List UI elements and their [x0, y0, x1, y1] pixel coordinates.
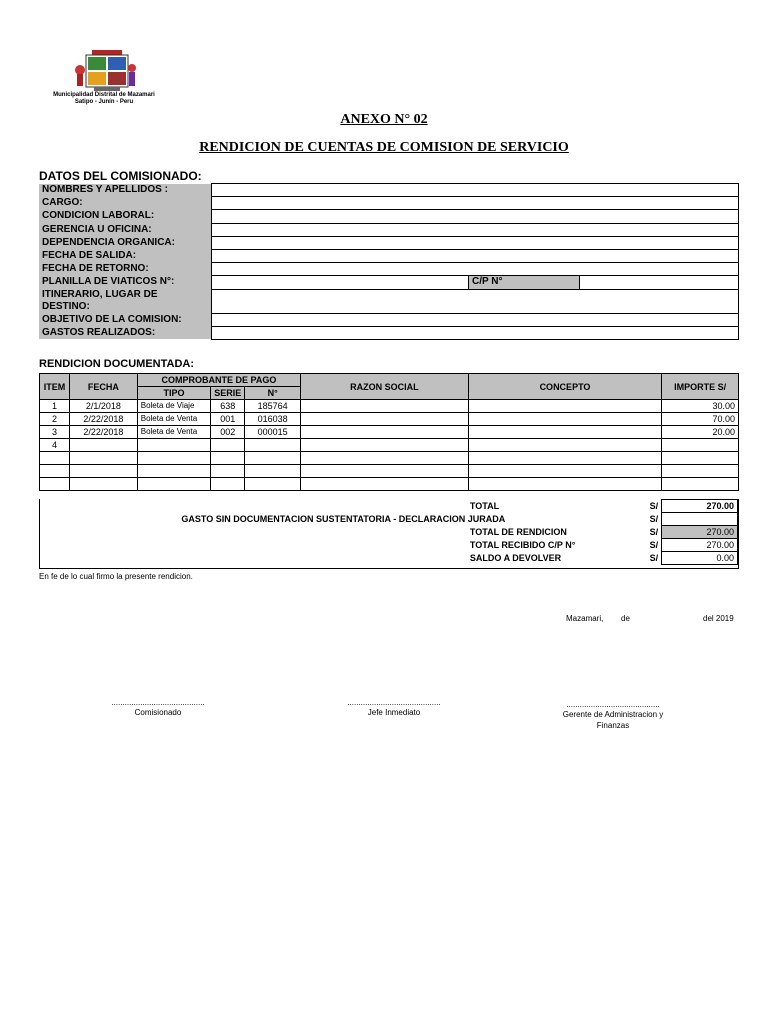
sin-doc-value	[662, 513, 738, 526]
field-value[interactable]	[212, 263, 739, 276]
cp-value[interactable]	[580, 276, 739, 289]
cell-importe	[662, 465, 739, 478]
cell-item: 3	[40, 426, 70, 439]
cell-razon	[301, 439, 469, 452]
totals-table	[40, 499, 738, 565]
datos-row	[39, 276, 739, 289]
field-label: PLANILLA DE VIATICOS N°:	[39, 276, 212, 289]
cell-importe: 20.00	[662, 426, 739, 439]
cell-item: 1	[40, 400, 70, 413]
datos-row	[39, 210, 739, 223]
cell-numero	[245, 478, 301, 491]
datos-row	[39, 197, 739, 210]
header-serie: SERIE	[211, 387, 245, 400]
cell-importe	[662, 452, 739, 465]
table-row	[40, 439, 739, 452]
cell-razon	[301, 452, 469, 465]
header-concepto: CONCEPTO	[468, 374, 662, 400]
saldo-value: 0.00	[662, 552, 738, 565]
signature-comisionado	[108, 698, 208, 718]
table-row	[40, 413, 739, 426]
cell-concepto	[468, 465, 662, 478]
datos-row	[39, 236, 739, 249]
datos-section-title: DATOS DEL COMISIONADO:	[39, 169, 202, 183]
datos-row	[39, 184, 739, 197]
signature-gerente	[551, 700, 675, 731]
datos-row	[39, 263, 739, 276]
signature-line: ..........................................	[111, 698, 205, 707]
cell-numero: 185764	[245, 400, 301, 413]
cell-concepto	[468, 478, 662, 491]
currency-label: S/	[649, 527, 659, 537]
field-value[interactable]	[212, 313, 739, 326]
field-label: GASTOS REALIZADOS:	[39, 326, 212, 339]
cell-importe: 70.00	[662, 413, 739, 426]
total-value: 270.00	[662, 500, 738, 513]
header-importe: IMPORTE S/	[662, 374, 739, 400]
table-row	[40, 400, 739, 413]
cell-fecha: 2/1/2018	[69, 400, 137, 413]
cell-fecha: 2/22/2018	[69, 413, 137, 426]
cell-item: 2	[40, 413, 70, 426]
field-value[interactable]	[212, 276, 469, 289]
cell-razon	[301, 426, 469, 439]
cell-concepto	[468, 413, 662, 426]
cell-concepto	[468, 452, 662, 465]
cell-serie	[211, 465, 245, 478]
municipality-logo	[74, 48, 136, 93]
datos-table	[39, 183, 739, 340]
field-value[interactable]	[212, 289, 739, 313]
total-recibido-value: 270.00	[662, 539, 738, 552]
cell-concepto	[468, 439, 662, 452]
currency-label: S/	[649, 553, 659, 563]
annex-title: ANEXO N° 02	[340, 112, 428, 127]
cell-fecha	[69, 465, 137, 478]
currency-label: S/	[649, 540, 659, 550]
field-label: CONDICION LABORAL:	[39, 210, 212, 223]
cell-fecha	[69, 452, 137, 465]
table-row	[40, 465, 739, 478]
declaration-text: En fe de lo cual firmo la presente rendicion.	[39, 572, 193, 581]
currency-label: S/	[649, 501, 659, 511]
field-label: FECHA DE RETORNO:	[39, 263, 212, 276]
field-label: DEPENDENCIA ORGANICA:	[39, 236, 212, 249]
field-label: CARGO:	[39, 197, 212, 210]
datos-row	[39, 313, 739, 326]
currency-label: S/	[649, 514, 659, 524]
header-fecha: FECHA	[69, 374, 137, 400]
cell-serie: 001	[211, 413, 245, 426]
field-label: GERENCIA U OFICINA:	[39, 223, 212, 236]
cell-serie: 002	[211, 426, 245, 439]
cell-importe	[662, 478, 739, 491]
field-value[interactable]	[212, 197, 739, 210]
field-label: NOMBRES Y APELLIDOS :	[39, 184, 212, 197]
datos-row	[39, 249, 739, 262]
cell-tipo: Boleta de Venta	[137, 413, 211, 426]
cell-tipo: Boleta de Viaje	[137, 400, 211, 413]
cell-fecha: 2/22/2018	[69, 426, 137, 439]
cell-tipo	[137, 478, 211, 491]
field-value[interactable]	[212, 210, 739, 223]
cell-concepto	[468, 400, 662, 413]
cell-item	[40, 452, 70, 465]
logo-caption	[40, 92, 168, 106]
header-comprobante: COMPROBANTE DE PAGO	[137, 374, 300, 387]
field-value[interactable]	[212, 326, 739, 339]
field-label: ITINERARIO, LUGAR DE DESTINO:	[39, 289, 212, 313]
datos-row	[39, 223, 739, 236]
total-rendicion-label: TOTAL DE RENDICION	[469, 527, 567, 537]
cell-razon	[301, 465, 469, 478]
cell-importe	[662, 439, 739, 452]
cell-item: 4	[40, 439, 70, 452]
cell-serie	[211, 452, 245, 465]
municipality-name: Municipalidad Distrital de Mazamari	[53, 92, 155, 98]
cell-fecha	[69, 439, 137, 452]
header-tipo: TIPO	[137, 387, 211, 400]
year-text: del 2019	[703, 614, 734, 623]
total-rendicion-value: 270.00	[662, 526, 738, 539]
cell-serie	[211, 439, 245, 452]
cell-serie	[211, 478, 245, 491]
rendicion-section-title: RENDICION DOCUMENTADA:	[39, 358, 195, 370]
de-text: de	[621, 614, 630, 623]
cell-numero: 016038	[245, 413, 301, 426]
cell-razon	[301, 400, 469, 413]
signature-line: ..........................................	[347, 698, 441, 707]
header-item: ITEM	[40, 374, 70, 400]
field-value[interactable]	[212, 223, 739, 236]
signature-jefe	[344, 698, 444, 718]
datos-row	[39, 289, 739, 313]
cell-numero	[245, 452, 301, 465]
cell-numero: 000015	[245, 426, 301, 439]
cell-numero	[245, 439, 301, 452]
saldo-label: SALDO A DEVOLVER	[469, 553, 562, 563]
cell-fecha	[69, 478, 137, 491]
cell-tipo: Boleta de Venta	[137, 426, 211, 439]
document-title: RENDICION DE CUENTAS DE COMISION DE SERVICIO	[199, 140, 569, 155]
signature-line: ..........................................	[566, 700, 660, 709]
cell-item	[40, 465, 70, 478]
datos-row	[39, 326, 739, 339]
field-value[interactable]	[212, 236, 739, 249]
table-row	[40, 452, 739, 465]
cell-importe: 30.00	[662, 400, 739, 413]
field-label: FECHA DE SALIDA:	[39, 249, 212, 262]
header-razon-social: RAZON SOCIAL	[301, 374, 469, 400]
sin-doc-label: GASTO SIN DOCUMENTACION SUSTENTATORIA - DECLARACION JURADA	[181, 514, 506, 524]
cell-concepto	[468, 426, 662, 439]
table-row	[40, 478, 739, 491]
total-label: TOTAL	[469, 501, 500, 511]
rendicion-table	[39, 373, 739, 491]
place-text: Mazamari,	[566, 614, 604, 623]
signature-label: Comisionado	[134, 708, 182, 717]
cell-razon	[301, 413, 469, 426]
field-label: OBJETIVO DE LA COMISION:	[39, 313, 212, 326]
table-row	[40, 426, 739, 439]
municipality-location: Satipo - Junín - Peru	[74, 99, 134, 105]
cell-serie: 638	[211, 400, 245, 413]
cell-tipo	[137, 465, 211, 478]
field-value[interactable]	[212, 184, 739, 197]
cell-item	[40, 478, 70, 491]
field-value[interactable]	[212, 249, 739, 262]
cell-tipo	[137, 439, 211, 452]
cell-numero	[245, 465, 301, 478]
cp-label: C/P N°	[469, 276, 580, 289]
signature-label: Jefe Inmediato	[367, 708, 421, 717]
cell-tipo	[137, 452, 211, 465]
header-numero: N°	[245, 387, 301, 400]
cell-razon	[301, 478, 469, 491]
total-recibido-label: TOTAL RECIBIDO C/P N°	[469, 540, 576, 550]
signature-label: Gerente de Administracion y Finanzas	[562, 710, 664, 730]
